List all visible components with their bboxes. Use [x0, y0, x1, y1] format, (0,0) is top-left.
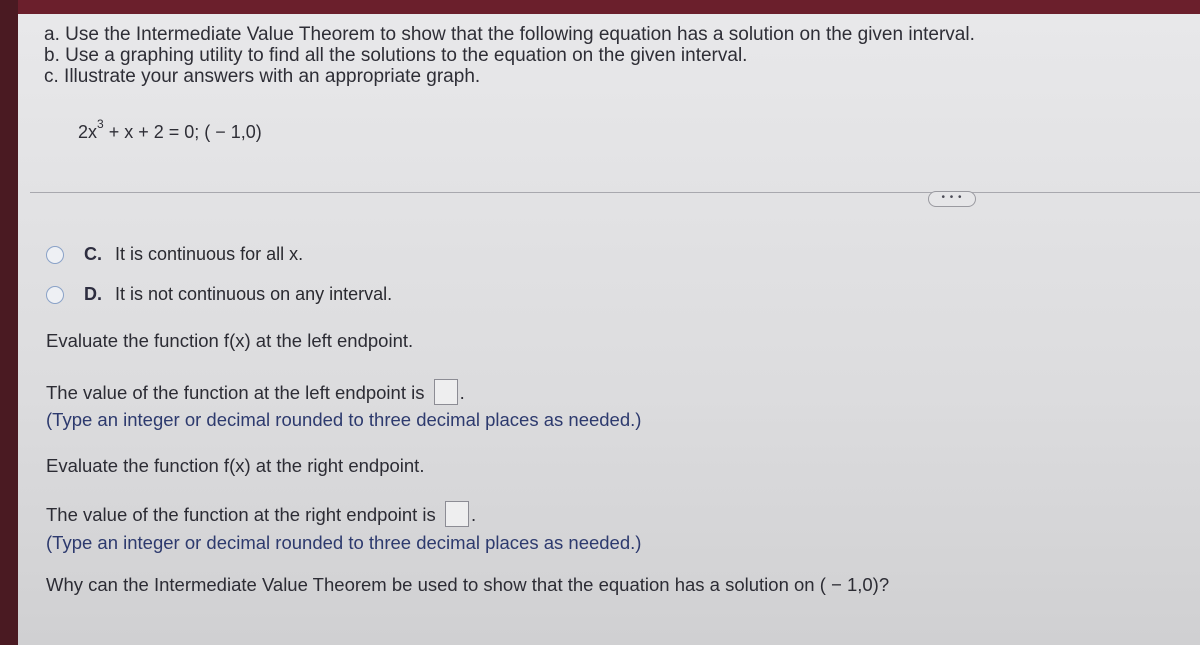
option-d-text: It is not continuous on any interval. [115, 284, 393, 304]
equation-exponent: 3 [97, 117, 104, 131]
right-endpoint-prompt: Evaluate the function f(x) at the right endpoint. [46, 455, 425, 476]
right-endpoint-input[interactable] [445, 501, 469, 527]
question-part-a: a. Use the Intermediate Value Theorem to show that the following equation has a solution on the given interval. [44, 24, 975, 45]
left-endpoint-hint: (Type an integer or decimal rounded to three decimal places as needed.) [46, 409, 642, 430]
question-text [44, 24, 975, 87]
equation-rest: + x + 2 = 0; ( − 1,0) [103, 122, 262, 142]
question-part-b: b. Use a graphing utility to find all the solutions to the equation on the given interval. [44, 45, 748, 66]
right-endpoint-label: The value of the function at the right endpoint is [46, 503, 436, 525]
option-d-letter: D. [84, 284, 102, 304]
screen-left-edge [0, 0, 18, 645]
left-endpoint-label: The value of the function at the left endpoint is [46, 381, 425, 403]
section-divider [30, 192, 1200, 193]
question-part-c: c. Illustrate your answers with an appropriate graph. [44, 66, 481, 87]
right-endpoint-hint: (Type an integer or decimal rounded to three decimal places as needed.) [46, 532, 642, 553]
right-endpoint-answer-line: The value of the function at the right endpoint is . [46, 503, 476, 529]
option-d[interactable] [46, 284, 392, 305]
left-endpoint-prompt: Evaluate the function f(x) at the left endpoint. [46, 330, 414, 351]
equation-base: 2x [78, 122, 98, 142]
show-more-button[interactable]: • • • [928, 191, 976, 207]
option-c-letter: C. [84, 244, 102, 264]
option-c[interactable] [46, 244, 303, 265]
left-endpoint-answer-line: The value of the function at the left endpoint is . [46, 381, 465, 407]
equation [78, 117, 262, 143]
left-endpoint-input[interactable] [434, 379, 458, 405]
ivt-why-question: Why can the Intermediate Value Theorem be used to show that the equation has a solution on ( − 1,0)? [46, 574, 890, 595]
option-d-radio[interactable] [46, 286, 64, 304]
option-c-text: It is continuous for all x. [115, 244, 304, 264]
option-c-radio[interactable] [46, 246, 64, 264]
